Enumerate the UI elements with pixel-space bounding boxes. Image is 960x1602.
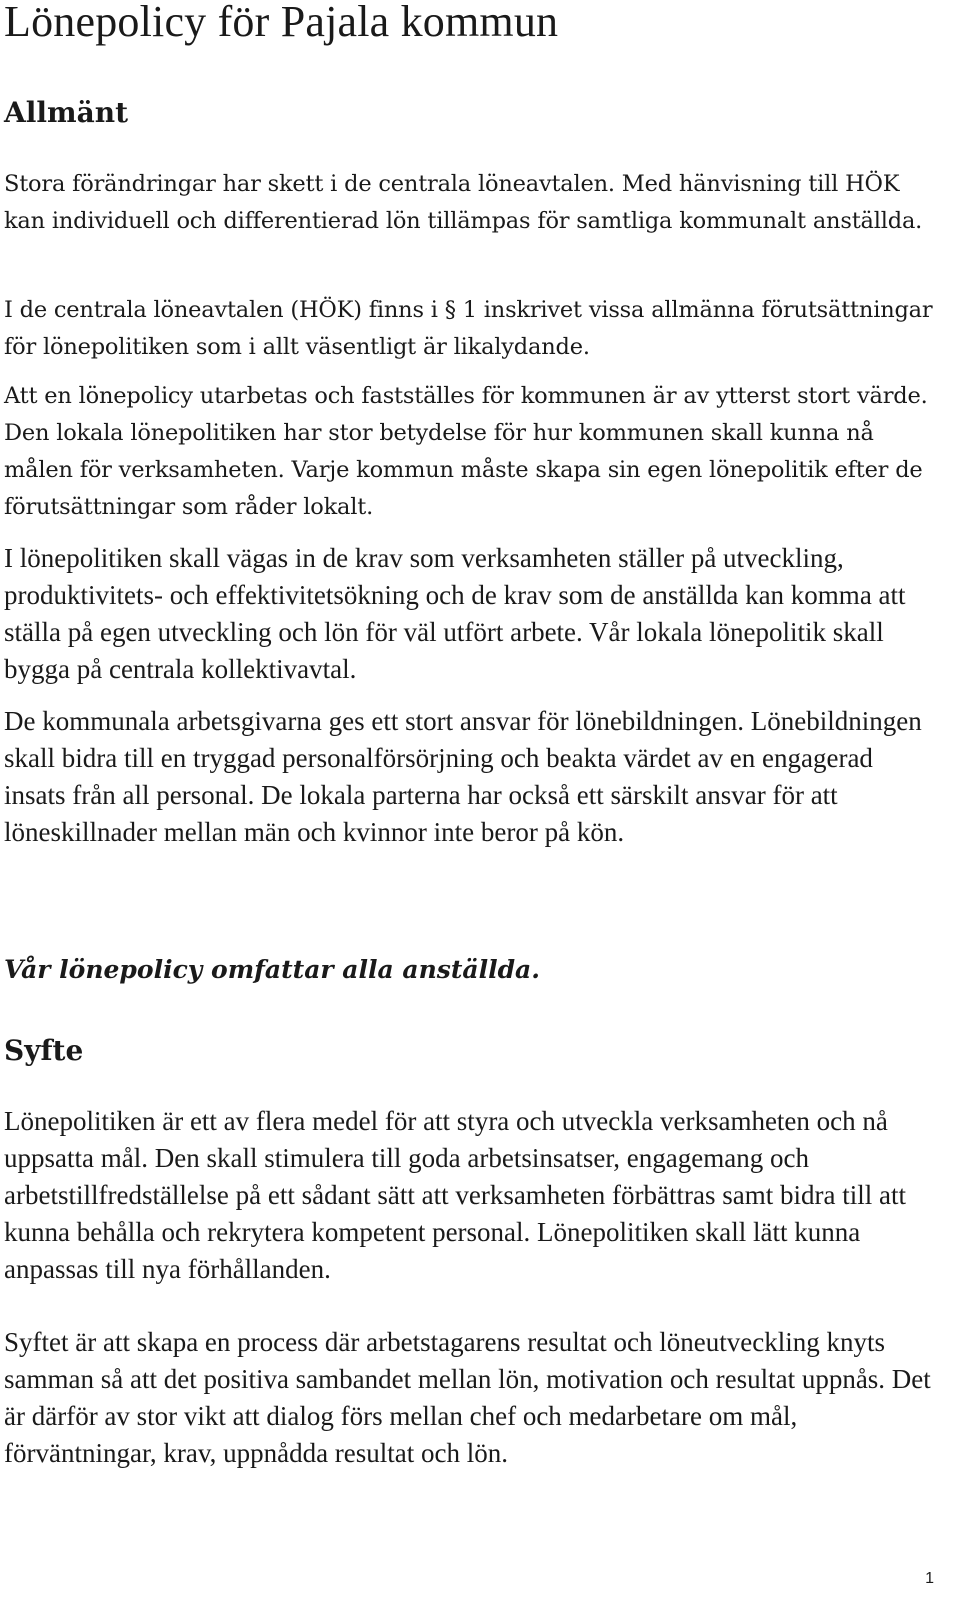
paragraph-syfte-2: Syftet är att skapa en process där arbetstagarens resultat och löneutveckling knyts samman så att det positiva sambandet mellan lön, motivation och resultat uppnås. Det är därför av stor vikt att dialog förs mellan chef och medarbetare om mål, förväntningar, krav, uppnådda resultat och lön. bbox=[4, 1327, 931, 1468]
page-title: Lönepolicy för Pajala kommun bbox=[4, 0, 559, 46]
section-heading-syfte: Syfte bbox=[4, 1034, 84, 1067]
paragraph-allmant-2: I de centrala löneavtalen (HÖK) finns i § 1 inskrivet vissa allmänna förutsättningar för lönepolitiken som i allt väsentligt är likalydande. bbox=[4, 297, 933, 360]
paragraph-allmant-1: Stora förändringar har skett i de centrala löneavtalen. Med hänvisning till HÖK kan individuell och differentierad lön tillämpas för samtliga kommunalt anställda. bbox=[4, 171, 923, 234]
paragraph-allmant-5: De kommunala arbetsgivarna ges ett stort ansvar för lönebildningen. Lönebildningen skall bidra till en tryggad personalförsörjning och beakta värdet av en engagerad insats från all personal. De lokala parterna har också ett särskilt ansvar för att löneskillnader mellan män och kvinnor inte beror på kön. bbox=[4, 706, 922, 847]
paragraph-syfte-1: Lönepolitiken är ett av flera medel för att styra och utveckla verksamheten och nå uppsatta mål. Den skall stimulera till goda arbetsinsatser, engagemang och arbetstillfredställelse på ett sådant sätt att verksamheten förbättras samt bidra till att kunna behålla och rekrytera kompetent personal. Lönepolitiken skall lätt kunna anpassas till nya förhållanden. bbox=[4, 1106, 906, 1284]
section-heading-allmant: Allmänt bbox=[4, 96, 129, 129]
paragraph-allmant-4: I lönepolitiken skall vägas in de krav som verksamheten ställer på utveckling, produktivitets- och effektivitetsökning och de krav som de anställda kan komma att ställa på egen utveckling och lön för väl utfört arbete. Vår lokala lönepolitik skall bygga på centrala kollektivavtal. bbox=[4, 543, 906, 684]
paragraph-allmant-3: Att en lönepolicy utarbetas och fastställes för kommunen är av ytterst stort värde. Den lokala lönepolitiken har stor betydelse för hur kommunen skall kunna nå målen för verksamheten. Varje kommun måste skapa sin egen lönepolitik efter de förutsättningar som råder lokalt. bbox=[4, 383, 928, 520]
scope-statement: Vår lönepolicy omfattar alla anställda. bbox=[4, 955, 540, 984]
page-number: 1 bbox=[925, 1570, 934, 1587]
